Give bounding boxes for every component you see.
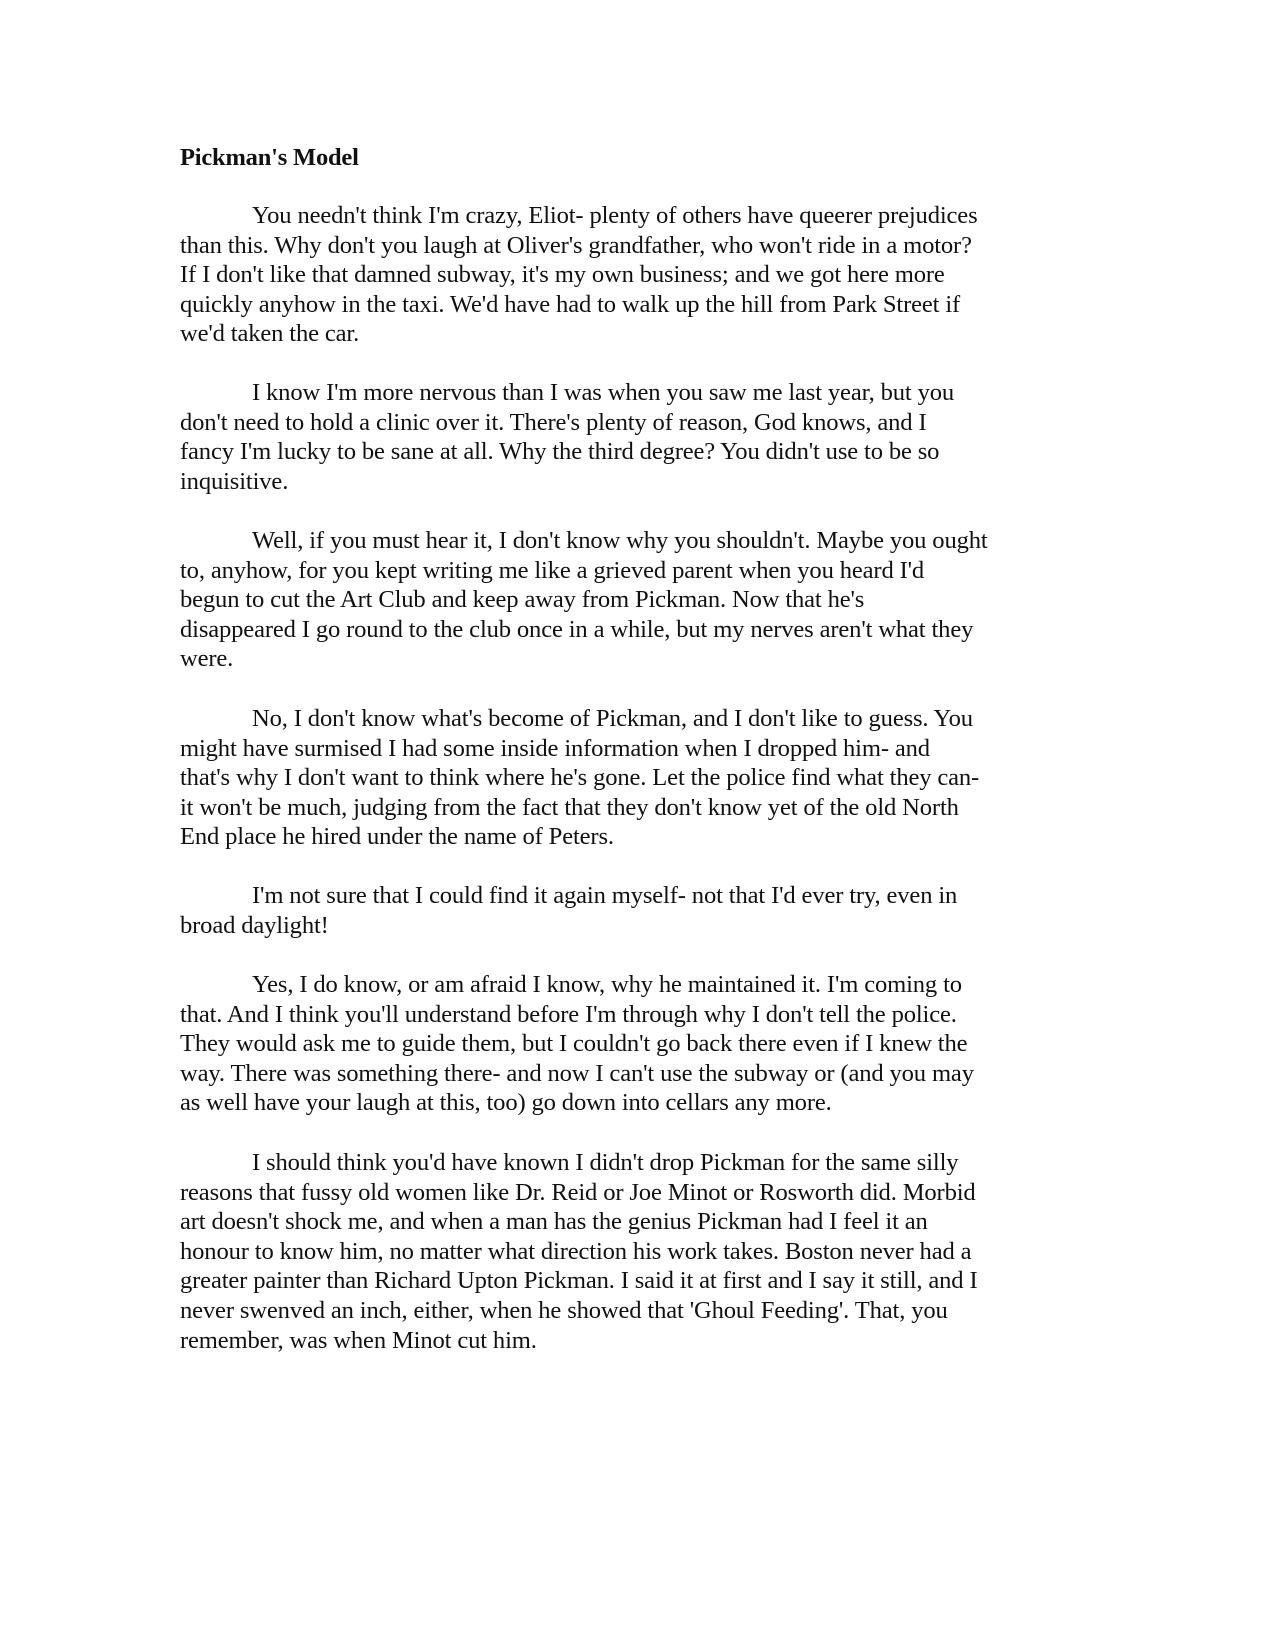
- text-line: fancy I'm lucky to be sane at all. Why the third degree? You didn't use to be so: [180, 438, 940, 466]
- paragraph-4: [180, 704, 1060, 852]
- text-line: might have surmised I had some inside information when I dropped him- and: [180, 734, 930, 762]
- text-line: You needn't think I'm crazy, Eliot- plenty of others have queerer prejudices: [252, 202, 978, 229]
- text-line: They would ask me to guide them, but I couldn't go back there even if I knew the: [180, 1030, 968, 1058]
- text-line: Well, if you must hear it, I don't know why you shouldn't. Maybe you ought: [252, 527, 988, 554]
- paragraph-3: [180, 526, 1060, 674]
- paragraph-7: [180, 1148, 1060, 1355]
- text-line: disappeared I go round to the club once in a while, but my nerves aren't what they: [180, 615, 974, 643]
- text-line: quickly anyhow in the taxi. We'd have had to walk up the hill from Park Street if: [180, 290, 961, 318]
- text-line: I know I'm more nervous than I was when you saw me last year, but you: [252, 379, 955, 406]
- text-line: than this. Why don't you laugh at Oliver's grandfather, who won't ride in a motor?: [180, 231, 972, 259]
- text-line: it won't be much, judging from the fact that they don't know yet of the old North: [180, 793, 959, 821]
- text-line: that. And I think you'll understand before I'm through why I don't tell the police.: [180, 1000, 957, 1028]
- paragraph-5: [180, 881, 1060, 940]
- text-line: never swenved an inch, either, when he showed that 'Ghoul Feeding'. That, you: [180, 1296, 948, 1324]
- text-line: inquisitive.: [180, 467, 289, 495]
- text-line: Yes, I do know, or am afraid I know, why he maintained it. I'm coming to: [252, 971, 962, 998]
- text-line: art doesn't shock me, and when a man has the genius Pickman had I feel it an: [180, 1208, 928, 1236]
- text-line: to, anyhow, for you kept writing me like a grieved parent when you heard I'd: [180, 556, 925, 584]
- document-title: Pickman's Model: [180, 144, 359, 171]
- text-line: If I don't like that damned subway, it's my own business; and we got here more: [180, 261, 945, 289]
- text-line: No, I don't know what's become of Pickman, and I don't like to guess. You: [252, 705, 973, 732]
- text-line: begun to cut the Art Club and keep away from Pickman. Now that he's: [180, 586, 865, 614]
- text-line: we'd taken the car.: [180, 320, 360, 348]
- text-line: honour to know him, no matter what direction his work takes. Boston never had a: [180, 1237, 972, 1265]
- text-line: that's why I don't want to think where he's gone. Let the police find what they can-: [180, 764, 980, 792]
- text-line: greater painter than Richard Upton Pickman. I said it at first and I say it still, and I: [180, 1267, 978, 1295]
- text-line: as well have your laugh at this, too) go down into cellars any more.: [180, 1089, 832, 1117]
- text-line: remember, was when Minot cut him.: [180, 1326, 537, 1354]
- text-line: reasons that fussy old women like Dr. Reid or Joe Minot or Rosworth did. Morbid: [180, 1178, 976, 1206]
- text-line: broad daylight!: [180, 911, 329, 939]
- paragraph-6: [180, 970, 1060, 1118]
- text-line: were.: [180, 645, 234, 673]
- text-line: I should think you'd have known I didn't drop Pickman for the same silly: [252, 1149, 959, 1176]
- text-line: way. There was something there- and now I can't use the subway or (and you may: [180, 1059, 974, 1087]
- paragraph-1: [180, 201, 1060, 349]
- text-line: don't need to hold a clinic over it. There's plenty of reason, God knows, and I: [180, 408, 927, 436]
- text-line: I'm not sure that I could find it again myself- not that I'd ever try, even in: [252, 882, 958, 909]
- text-line: End place he hired under the name of Peters.: [180, 823, 614, 851]
- paragraph-2: [180, 378, 1060, 496]
